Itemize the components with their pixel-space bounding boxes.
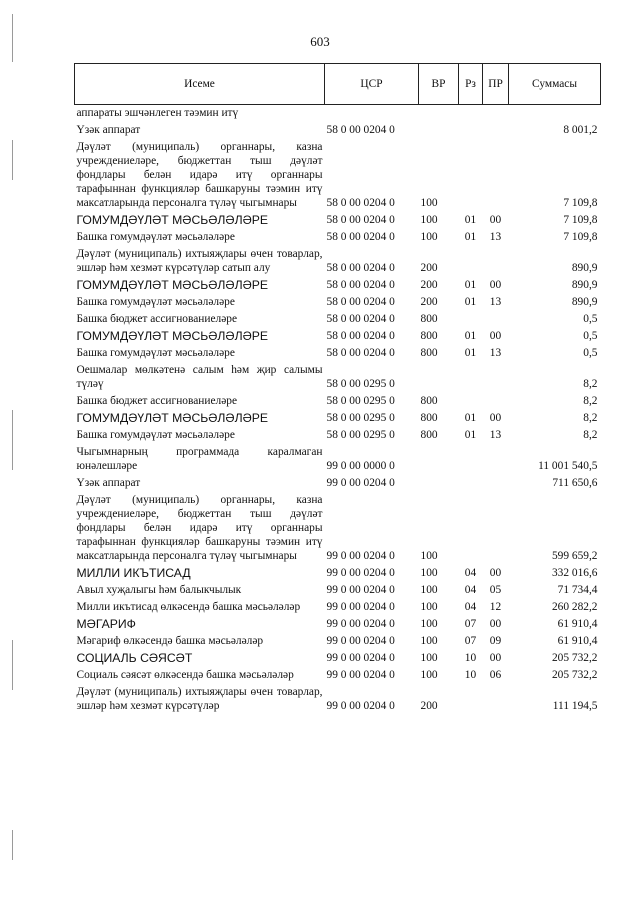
row-rz bbox=[459, 105, 483, 123]
header-sum: Суммасы bbox=[509, 64, 601, 105]
row-sum: 890,9 bbox=[571, 279, 598, 291]
table-row bbox=[75, 616, 601, 633]
row-csr: 58 0 00 0204 0 bbox=[326, 197, 395, 209]
row-csr: 99 0 00 0204 0 bbox=[326, 618, 395, 630]
row-name: Үзәк аппарат bbox=[76, 124, 141, 136]
row-vr: 200 bbox=[420, 262, 438, 274]
row-csr: 99 0 00 0204 0 bbox=[326, 601, 395, 613]
row-vr: 100 bbox=[420, 231, 438, 243]
row-vr: 200 bbox=[420, 700, 438, 712]
row-csr: 99 0 00 0204 0 bbox=[326, 669, 395, 681]
header-pr: ПР bbox=[483, 64, 509, 105]
row-rz bbox=[459, 492, 483, 565]
row-pr: 12 bbox=[489, 601, 502, 613]
row-csr: 99 0 00 0204 0 bbox=[326, 652, 395, 664]
table-row bbox=[75, 684, 601, 715]
row-pr: 00 bbox=[489, 652, 502, 664]
header-row bbox=[75, 64, 601, 105]
row-csr: 58 0 00 0295 0 bbox=[326, 378, 395, 390]
row-rz: 01 bbox=[464, 347, 477, 359]
row-name: Башка гомумдәүләт мәсьәләләре bbox=[76, 429, 235, 441]
row-rz bbox=[459, 122, 483, 139]
row-rz: 01 bbox=[464, 231, 477, 243]
row-sum: 260 282,2 bbox=[551, 601, 598, 613]
row-name: СОЦИАЛЬ СӘЯСӘТ bbox=[76, 651, 193, 665]
row-name: Дәүләт (муниципаль) органнары, казна учреждениеләре, бюджеттан тыш дәүләт фондлары белән идарә итү органнары тарафыннан функцияләр башкаруны тәэмин итү максатларында персоналга түләү чыгымнары bbox=[76, 141, 323, 209]
row-name: Дәүләт (муниципаль) ихтыяҗлары өчен товарлар, эшләр һәм хезмәт күрсәтүләр bbox=[76, 686, 323, 712]
row-sum: 8,2 bbox=[583, 412, 598, 424]
row-rz: 01 bbox=[464, 412, 477, 424]
row-csr: 58 0 00 0295 0 bbox=[326, 429, 395, 441]
budget-table bbox=[74, 63, 601, 715]
row-vr bbox=[419, 122, 459, 139]
row-rz: 04 bbox=[464, 601, 477, 613]
row-csr: 99 0 00 0204 0 bbox=[326, 635, 395, 647]
row-sum: 205 732,2 bbox=[551, 669, 598, 681]
row-pr bbox=[483, 444, 509, 475]
row-vr: 200 bbox=[420, 296, 438, 308]
row-name: Башка гомумдәүләт мәсьәләләре bbox=[76, 347, 235, 359]
row-pr: 13 bbox=[489, 347, 502, 359]
table-row bbox=[75, 565, 601, 582]
row-csr: 99 0 00 0204 0 bbox=[326, 477, 395, 489]
row-csr: 99 0 00 0204 0 bbox=[326, 584, 395, 596]
table-row bbox=[75, 393, 601, 410]
row-vr: 200 bbox=[420, 279, 438, 291]
row-vr: 100 bbox=[420, 635, 438, 647]
table-row bbox=[75, 139, 601, 212]
row-rz bbox=[459, 684, 483, 715]
row-rz: 10 bbox=[464, 669, 477, 681]
table-row bbox=[75, 410, 601, 427]
row-sum: 0,5 bbox=[583, 313, 598, 325]
table-row bbox=[75, 277, 601, 294]
header-csr: ЦСР bbox=[325, 64, 419, 105]
row-sum: 890,9 bbox=[571, 296, 598, 308]
row-name: Авыл хуҗалыгы һәм балыкчылык bbox=[76, 584, 242, 596]
row-vr: 800 bbox=[420, 395, 438, 407]
row-vr: 100 bbox=[420, 669, 438, 681]
row-sum: 8 001,2 bbox=[563, 124, 598, 136]
row-csr: 58 0 00 0204 0 bbox=[326, 231, 395, 243]
row-vr bbox=[419, 444, 459, 475]
row-pr: 05 bbox=[489, 584, 502, 596]
table-row bbox=[75, 246, 601, 277]
row-pr bbox=[483, 475, 509, 492]
row-rz: 04 bbox=[464, 584, 477, 596]
table-row bbox=[75, 633, 601, 650]
table-row bbox=[75, 294, 601, 311]
row-csr: 58 0 00 0204 0 bbox=[326, 214, 395, 226]
row-vr: 800 bbox=[420, 347, 438, 359]
row-sum: 0,5 bbox=[583, 347, 598, 359]
row-rz: 01 bbox=[464, 279, 477, 291]
row-vr: 800 bbox=[420, 330, 438, 342]
row-sum: 332 016,6 bbox=[551, 567, 598, 579]
row-sum: 890,9 bbox=[571, 262, 598, 274]
row-csr: 58 0 00 0204 0 bbox=[326, 262, 395, 274]
row-pr bbox=[483, 122, 509, 139]
row-vr: 100 bbox=[420, 197, 438, 209]
table-row bbox=[75, 212, 601, 229]
row-pr bbox=[483, 684, 509, 715]
row-name: Социаль сәясәт өлкәсендә башка мәсьәләләр bbox=[76, 669, 294, 681]
row-rz bbox=[459, 444, 483, 475]
row-vr: 100 bbox=[420, 601, 438, 613]
row-vr bbox=[419, 362, 459, 393]
table-row bbox=[75, 328, 601, 345]
row-rz bbox=[459, 362, 483, 393]
row-pr: 00 bbox=[489, 214, 502, 226]
row-csr: 58 0 00 0295 0 bbox=[326, 412, 395, 424]
row-csr: 99 0 00 0204 0 bbox=[326, 700, 395, 712]
table-row bbox=[75, 667, 601, 684]
table-body bbox=[75, 105, 601, 716]
row-name: ГОМУМДӘҮЛӘТ МӘСЬӘЛӘЛӘРЕ bbox=[76, 411, 269, 425]
row-rz bbox=[459, 311, 483, 328]
row-rz: 07 bbox=[464, 618, 477, 630]
left-margin-line bbox=[12, 830, 13, 860]
row-name: МИЛЛИ ИКЪТИСАД bbox=[76, 566, 191, 580]
header-rz: Рз bbox=[459, 64, 483, 105]
row-name: Оешмалар мөлкәтенә салым һәм җир салымы түләү bbox=[76, 364, 323, 390]
table-row bbox=[75, 311, 601, 328]
row-pr: 09 bbox=[489, 635, 502, 647]
row-csr bbox=[325, 105, 419, 123]
row-pr bbox=[483, 393, 509, 410]
row-pr bbox=[483, 362, 509, 393]
row-csr: 58 0 00 0204 0 bbox=[326, 347, 395, 359]
row-pr bbox=[483, 105, 509, 123]
row-name: Дәүләт (муниципаль) органнары, казна учреждениеләре, бюджеттан тыш дәүләт фондлары белән идарә итү органнары тарафыннан функцияләр башкаруны тәэмин итү максатларында персоналга түләү чыгымнары bbox=[76, 494, 323, 562]
row-rz bbox=[459, 139, 483, 212]
row-sum: 0,5 bbox=[583, 330, 598, 342]
row-name: аппараты эшчәнлеген тәэмин итү bbox=[76, 107, 239, 119]
table-header bbox=[75, 64, 601, 105]
row-pr bbox=[483, 492, 509, 565]
table-row bbox=[75, 582, 601, 599]
row-pr: 13 bbox=[489, 231, 502, 243]
row-vr: 800 bbox=[420, 412, 438, 424]
table-row bbox=[75, 444, 601, 475]
row-vr: 100 bbox=[420, 652, 438, 664]
header-name: Исеме bbox=[75, 64, 325, 105]
row-vr: 100 bbox=[420, 214, 438, 226]
row-sum: 11 001 540,5 bbox=[538, 460, 598, 472]
table-row bbox=[75, 105, 601, 123]
row-sum: 61 910,4 bbox=[557, 635, 598, 647]
row-rz: 01 bbox=[464, 330, 477, 342]
row-sum: 7 109,8 bbox=[563, 197, 598, 209]
row-sum: 61 910,4 bbox=[557, 618, 598, 630]
header-vr: ВР bbox=[419, 64, 459, 105]
row-rz: 01 bbox=[464, 214, 477, 226]
table-row bbox=[75, 229, 601, 246]
row-pr: 06 bbox=[489, 669, 502, 681]
row-name: Башка бюджет ассигнованиеләре bbox=[76, 395, 238, 407]
row-pr: 00 bbox=[489, 330, 502, 342]
row-pr: 13 bbox=[489, 296, 502, 308]
left-margin-line bbox=[12, 140, 13, 180]
row-vr: 100 bbox=[420, 584, 438, 596]
row-pr: 00 bbox=[489, 412, 502, 424]
row-vr: 100 bbox=[420, 550, 438, 562]
row-csr: 58 0 00 0204 0 bbox=[326, 124, 395, 136]
table-row bbox=[75, 650, 601, 667]
row-sum: 8,2 bbox=[583, 395, 598, 407]
row-pr: 00 bbox=[489, 618, 502, 630]
row-pr bbox=[483, 311, 509, 328]
table-row bbox=[75, 362, 601, 393]
row-name: Башка бюджет ассигнованиеләре bbox=[76, 313, 238, 325]
row-csr: 58 0 00 0204 0 bbox=[326, 279, 395, 291]
row-vr: 800 bbox=[420, 313, 438, 325]
row-sum: 599 659,2 bbox=[551, 550, 598, 562]
row-pr bbox=[483, 246, 509, 277]
row-name: ГОМУМДӘҮЛӘТ МӘСЬӘЛӘЛӘРЕ bbox=[76, 329, 269, 343]
table-row bbox=[75, 345, 601, 362]
row-vr bbox=[419, 475, 459, 492]
row-csr: 58 0 00 0204 0 bbox=[326, 296, 395, 308]
row-pr: 00 bbox=[489, 279, 502, 291]
row-sum: 205 732,2 bbox=[551, 652, 598, 664]
row-rz: 04 bbox=[464, 567, 477, 579]
page-number: 603 bbox=[310, 34, 330, 49]
row-rz: 10 bbox=[464, 652, 477, 664]
row-sum: 711 650,6 bbox=[552, 477, 598, 489]
left-margin-line bbox=[12, 410, 13, 470]
row-vr bbox=[419, 105, 459, 123]
row-csr: 99 0 00 0204 0 bbox=[326, 567, 395, 579]
row-pr: 13 bbox=[489, 429, 502, 441]
row-pr: 00 bbox=[489, 567, 502, 579]
row-name: Мәгариф өлкәсендә башка мәсьәләләр bbox=[76, 635, 264, 647]
row-sum bbox=[509, 105, 601, 123]
left-margin-line bbox=[12, 640, 13, 690]
table-row bbox=[75, 475, 601, 492]
row-rz: 07 bbox=[464, 635, 477, 647]
row-sum: 111 194,5 bbox=[552, 700, 598, 712]
row-sum: 8,2 bbox=[583, 378, 598, 390]
row-csr: 58 0 00 0204 0 bbox=[326, 313, 395, 325]
table-row bbox=[75, 122, 601, 139]
row-name: Чыгымнарның программада каралмаган юнәлешләре bbox=[76, 446, 323, 472]
row-rz bbox=[459, 475, 483, 492]
table-row bbox=[75, 492, 601, 565]
row-rz bbox=[459, 246, 483, 277]
row-rz bbox=[459, 393, 483, 410]
row-sum: 7 109,8 bbox=[563, 214, 598, 226]
row-name: ГОМУМДӘҮЛӘТ МӘСЬӘЛӘЛӘРЕ bbox=[76, 278, 269, 292]
row-csr: 58 0 00 0295 0 bbox=[326, 395, 395, 407]
row-name: Дәүләт (муниципаль) ихтыяҗлары өчен товарлар, эшләр һәм хезмәт күрсәтүләр сатып алу bbox=[76, 248, 323, 274]
row-csr: 99 0 00 0204 0 bbox=[326, 550, 395, 562]
row-name: Үзәк аппарат bbox=[76, 477, 141, 489]
row-rz: 01 bbox=[464, 429, 477, 441]
row-vr: 100 bbox=[420, 567, 438, 579]
row-name: Милли икътисад өлкәсендә башка мәсьәләләр bbox=[76, 601, 301, 613]
row-name: Башка гомумдәүләт мәсьәләләре bbox=[76, 296, 235, 308]
row-csr: 58 0 00 0204 0 bbox=[326, 330, 395, 342]
row-name: МӘГАРИФ bbox=[76, 617, 136, 631]
row-vr: 800 bbox=[420, 429, 438, 441]
row-pr bbox=[483, 139, 509, 212]
row-csr: 99 0 00 0000 0 bbox=[326, 460, 395, 472]
row-sum: 7 109,8 bbox=[563, 231, 598, 243]
row-sum: 8,2 bbox=[583, 429, 598, 441]
row-rz: 01 bbox=[464, 296, 477, 308]
row-vr: 100 bbox=[420, 618, 438, 630]
table-row bbox=[75, 599, 601, 616]
table-row bbox=[75, 427, 601, 444]
row-name: Башка гомумдәүләт мәсьәләләре bbox=[76, 231, 235, 243]
row-sum: 71 734,4 bbox=[557, 584, 598, 596]
row-name: ГОМУМДӘҮЛӘТ МӘСЬӘЛӘЛӘРЕ bbox=[76, 213, 269, 227]
